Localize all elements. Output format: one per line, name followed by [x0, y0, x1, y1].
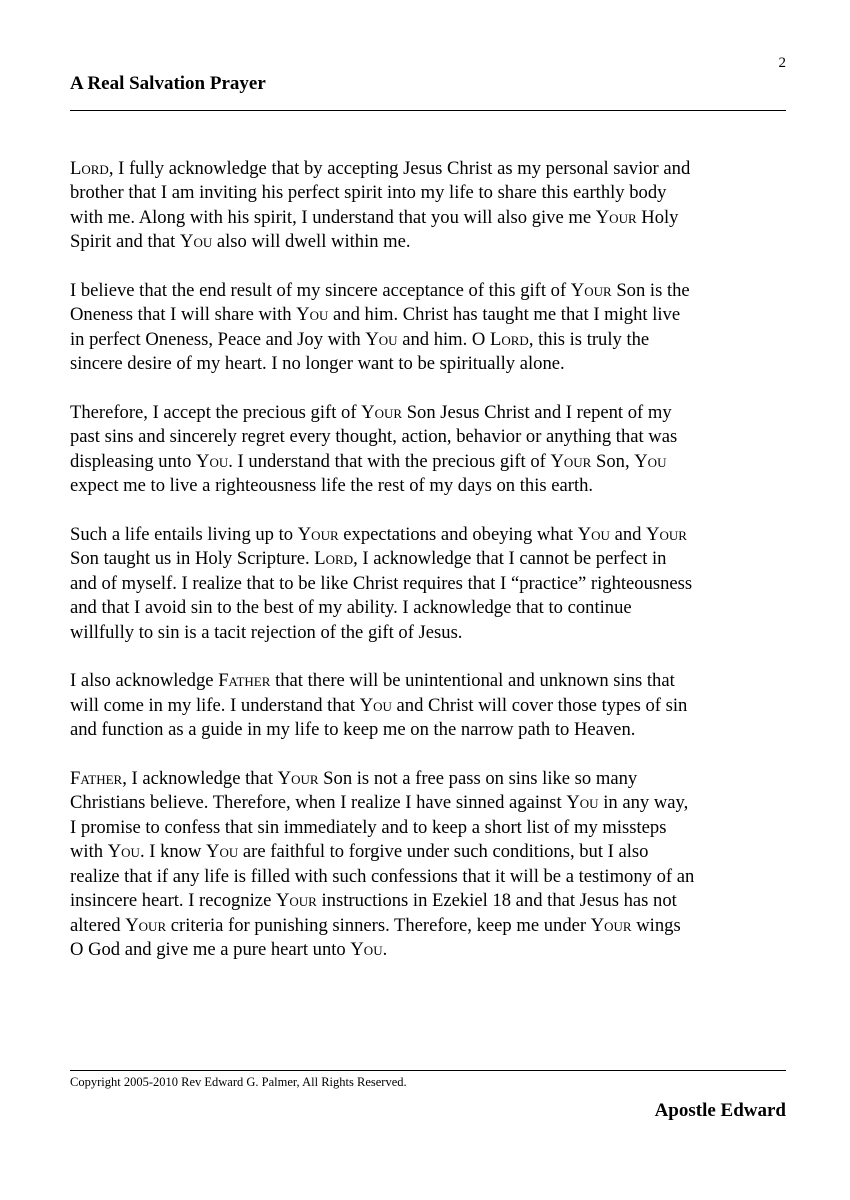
paragraph-line: will come in my life. I understand that You and Christ will cover those types of sin: [70, 694, 688, 716]
prayer-paragraph: [70, 669, 800, 742]
paragraph-line: and of myself. I realize that to be like Christ requires that I “practice” righteousness: [70, 572, 693, 594]
prayer-paragraph: [70, 157, 800, 255]
page-title: A Real Salvation Prayer: [70, 73, 266, 94]
paragraph-line: sincere desire of my heart. I no longer want to be spiritually alone.: [70, 353, 565, 375]
paragraph-line: Such a life entails living up to Your expectations and obeying what You and Your: [70, 524, 687, 546]
paragraph-line: Father, I acknowledge that Your Son is not a free pass on sins like so many: [70, 768, 638, 790]
paragraph-line: and that I avoid sin to the best of my ability. I acknowledge that to continue: [70, 597, 632, 619]
paragraph-line: I believe that the end result of my sincere acceptance of this gift of Your Son is the: [70, 280, 690, 302]
paragraph-line: expect me to live a righteousness life the rest of my days on this earth.: [70, 475, 594, 497]
paragraph-line: O God and give me a pure heart unto You.: [70, 938, 388, 960]
paragraph-line: I also acknowledge Father that there will be unintentional and unknown sins that: [70, 670, 675, 692]
paragraph-line: Son taught us in Holy Scripture. Lord, I acknowledge that I cannot be perfect in: [70, 548, 667, 570]
paragraph-line: Spirit and that You also will dwell within me.: [70, 231, 411, 253]
paragraph-line: I promise to confess that sin immediately and to keep a short list of my missteps: [70, 816, 667, 838]
paragraph-line: with me. Along with his spirit, I understand that you will also give me Your Holy: [70, 206, 679, 228]
paragraph-line: insincere heart. I recognize Your instructions in Ezekiel 18 and that Jesus has not: [70, 890, 677, 912]
prayer-paragraph: [70, 279, 800, 377]
copyright-notice: Copyright 2005-2010 Rev Edward G. Palmer, All Rights Reserved.: [70, 1075, 407, 1089]
paragraph-line: with You. I know You are faithful to forgive under such conditions, but I also: [70, 841, 649, 863]
paragraph-line: past sins and sincerely regret every thought, action, behavior or anything that was: [70, 426, 678, 448]
paragraph-line: Christians believe. Therefore, when I realize I have sinned against You in any way,: [70, 792, 689, 814]
paragraph-line: brother that I am inviting his perfect spirit into my life to share this earthly body: [70, 182, 667, 204]
prayer-paragraph: [70, 767, 800, 962]
paragraph-line: altered Your criteria for punishing sinners. Therefore, keep me under Your wings: [70, 914, 681, 936]
prayer-body: [70, 157, 800, 987]
footer-rule: [70, 1070, 786, 1071]
paragraph-line: displeasing unto You. I understand that with the precious gift of Your Son, You: [70, 450, 667, 472]
paragraph-line: Oneness that I will share with You and him. Christ has taught me that I might live: [70, 304, 681, 326]
signature: Apostle Edward: [654, 1100, 786, 1121]
prayer-paragraph: [70, 401, 800, 499]
paragraph-line: Therefore, I accept the precious gift of Your Son Jesus Christ and I repent of my: [70, 402, 672, 424]
page-number: 2: [778, 55, 786, 71]
paragraph-line: willfully to sin is a tacit rejection of the gift of Jesus.: [70, 621, 463, 643]
paragraph-line: realize that if any life is filled with such confessions that it will be a testimony of an: [70, 865, 695, 887]
paragraph-line: and function as a guide in my life to keep me on the narrow path to Heaven.: [70, 719, 636, 741]
header-rule: [70, 110, 786, 111]
paragraph-line: in perfect Oneness, Peace and Joy with You and him. O Lord, this is truly the: [70, 328, 650, 350]
paragraph-line: Lord, I fully acknowledge that by accepting Jesus Christ as my personal savior and: [70, 158, 691, 179]
prayer-paragraph: [70, 523, 800, 645]
